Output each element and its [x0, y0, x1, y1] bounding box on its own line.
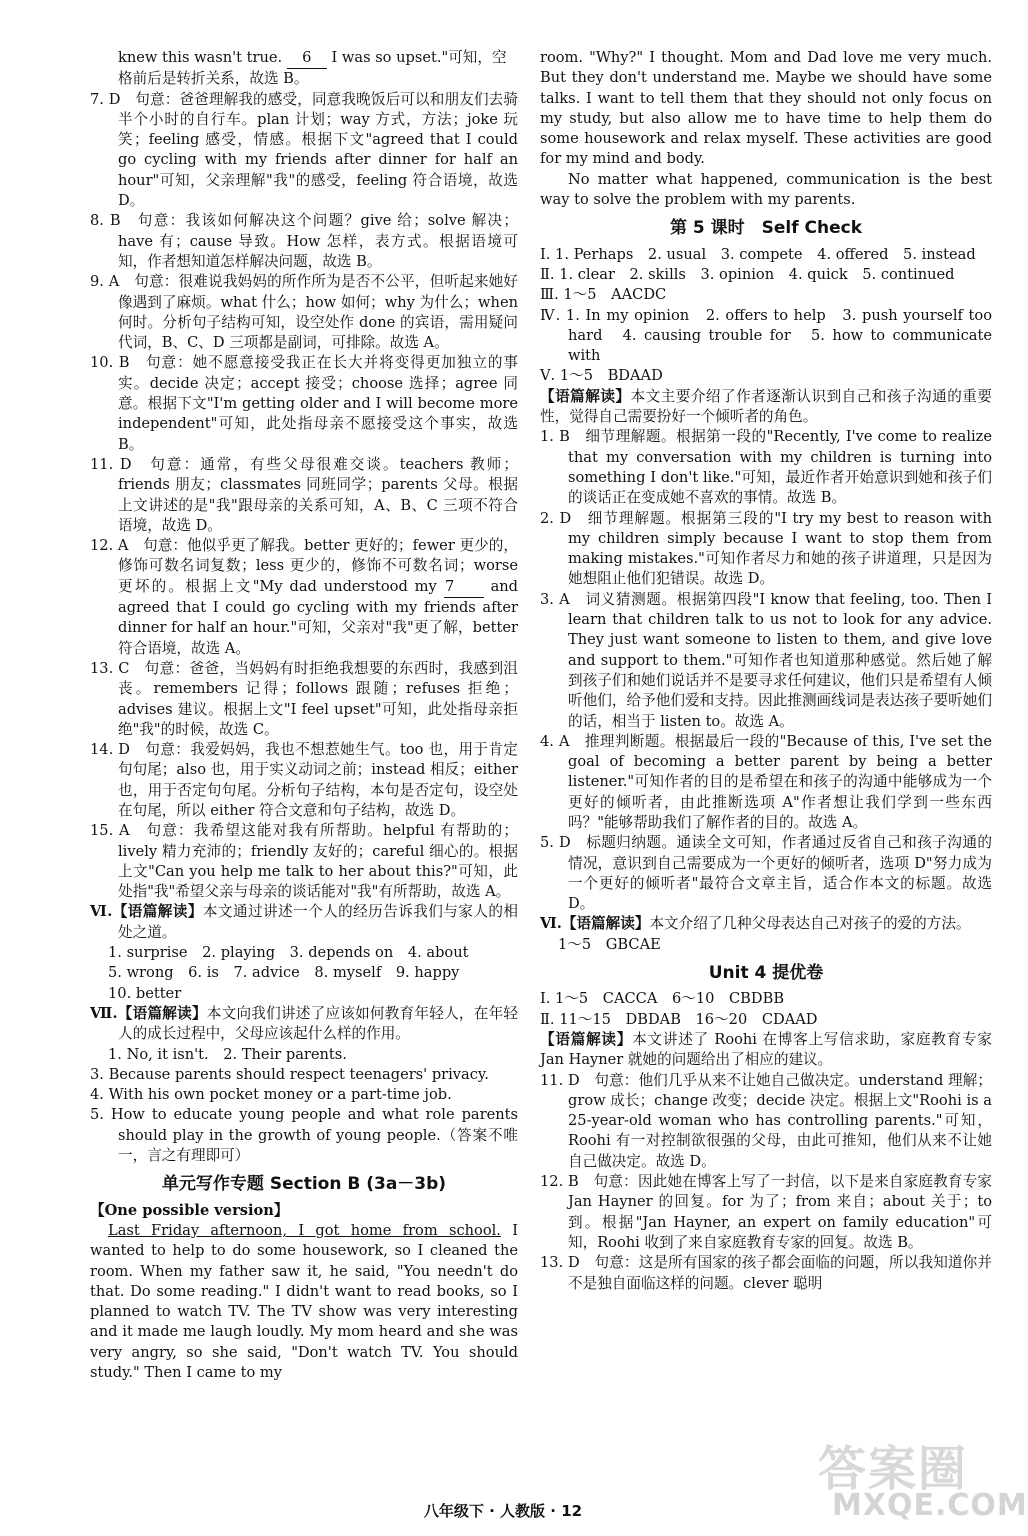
- answer-line: Ⅴ. 1～5 BDAAD: [540, 367, 663, 385]
- answer-line: 5. How to educate young people and what role parents should play in the growth of young people.（答案不唯一，言之有理即可）: [90, 1106, 518, 1165]
- explanation: 2. D 细节理解题。根据第三段的"I try my best to reason with my children simply because I want to stop them from making mistakes."可知作者尽力和她的孩子讲道理，只是因为她想阻止他们犯错误。故选 D。: [540, 509, 992, 588]
- section-heading: 单元写作专题 Section B (3a－3b): [161, 1174, 447, 1195]
- essay: Last Friday afternoon, I got home from school. I wanted to help to do some housework, so I cleaned the room. When my father saw it, he said, "You needn't do that. Do some reading." I didn't want to read books, so I planned to watch TV. The TV show was very interesting and it made me laugh loudly. My mom heard and she was very angry, so she said, "Don't watch TV. You should study." Then I came to my: [90, 1221, 518, 1381]
- explanation: 12. B 句意：因此她在博客上写了一封信，以下是来自家庭教育专家 Jan Hayner 的回复。for 为了；from 来自；about 关于；to 到。根据"Jan Hayner, an expert on family education"可知，Roohi 收到了来自家庭教育专家的回复。故选 B。: [540, 1173, 992, 1251]
- explanation-8: 8. B 句意：我该如何解决这个问题？give 给；solve 解决；have 有；cause 导致。How 怎样，表方式。根据语境可知，作者想知道怎样解决问题，故选 B。: [90, 212, 518, 270]
- explanation-10: 10. B 句意：她不愿意接受我正在长大并将变得更加独立的事实。decide 决定；accept 接受；choose 选择；agree 同意。根据下文"I'm getting older and I will become more independent"可知，此处指母亲不愿接受这个事实，故选 B。: [90, 354, 518, 453]
- blank: 6: [287, 48, 327, 69]
- left-column: [90, 48, 518, 1383]
- answer-line: 10. better: [108, 984, 182, 1002]
- explanation: 13. D 句意：这是所有国家的孩子都会面临的问题，所以我知道你并不是独自面临这样的问题。clever 聪明: [540, 1254, 992, 1292]
- watermark-text: 答案圈: [818, 1441, 969, 1497]
- watermark-url: MXQE.COM: [832, 1488, 1028, 1523]
- passage-note: 【语篇解读】本文主要介绍了作者逐渐认识到自己和孩子沟通的重要性，觉得自己需要扮好一个倾听者的角色。: [540, 387, 992, 426]
- answer-line: 1. No, it isn't. 2. Their parents.: [108, 1045, 347, 1063]
- explanation-12: 12. A 句意：他似乎更了解我。better 更好的；fewer 更少的，修饰可数名词复数；less 更少的，修饰不可数名词；worse 更坏的。根据上文"My dad understood my 7 and agreed that I could go cycling with my friends after dinner for half an hour."可知，父亲对"我"更了解，better 符合语境，故选 A。: [90, 537, 519, 657]
- explanation: 3. A 词义猜测题。根据第四段"I know that feeling, too. Then I learn that children talk to us not to look for any advice. They just want someone to listen to them, and give love and support to them."可知作者也知道那种感觉。然后她了解到孩子们和她们说话并不是要寻求任何建议，他们只是希望有人倾听他们，给予他们爱和支持。因此推测画线词是表达孩子要听她们的话，相当于 listen to。故选 A。: [540, 590, 992, 730]
- answer-line: 1. surprise 2. playing 3. depends on 4. about: [108, 944, 469, 962]
- right-column: [540, 48, 992, 1294]
- answer-line: Ⅳ. 1. In my opinion 2. offers to help 3. push yourself too hard 4. causing trouble for 5. how to communicate with: [540, 306, 992, 365]
- explanation: 5. D 标题归纳题。通读全文可知，作者通过反省自己和孩子沟通的情况，意识到自己需要成为一个更好的倾听者，选项 D"努力成为一个更好的倾听者"最符合文章主旨，适合作本文的标题。故选 D。: [540, 834, 992, 913]
- answer-line: 4. With his own pocket money or a part-time job.: [90, 1086, 452, 1104]
- watermark-logo: [818, 1430, 1028, 1530]
- explanation: 4. A 推理判断题。根据最后一段的"Because of this, I've set the goal of becoming a better parent by being a better listener."可知作者的目的是希望在和孩子的沟通中能够成为一个更好的倾听者，由此推断选项 A"作者想让我们学到一些东西吗？"能够帮助我们了解作者的目的。故选 A。: [540, 732, 992, 831]
- explanation-11: 11. D 句意：通常，有些父母很难交谈。teachers 教师；friends 朋友；classmates 同班同学；parents 父母。根据上文讲述的是"我"跟母亲的关系可知，A、B、C 三项不符合语境，故选 D。: [90, 455, 518, 534]
- explanation-7: 7. D 句意：爸爸理解我的感受，同意我晚饭后可以和朋友们去骑半个小时的自行车。plan 计划；way 方式，方法；joke 玩笑；feeling 感受，情感。根据下文"agreed that I could go cycling with my friends after dinner for half an hour"可知，父亲理解"我"的感受，feeling 符合语境，故选 D。: [90, 90, 518, 210]
- explanation-13: 13. C 句意：爸爸，当妈妈有时拒绝我想要的东西时，我感到沮丧。remembers 记得；follows 跟随；refuses 拒绝；advises 建议。根据上文"I feel upset"可知，此处指母亲拒绝"我"的时候，故选 C。: [90, 659, 518, 738]
- version-label: 【One possible version】: [90, 1201, 289, 1219]
- passage-note: 【语篇解读】本文讲述了 Roohi 在博客上写信求助，家庭教育专家 Jan Hayner 就她的问题给出了相应的建议。: [540, 1030, 992, 1069]
- answer-line: Ⅰ. 1. Perhaps 2. usual 3. compete 4. offered 5. instead: [540, 245, 976, 263]
- answer-line: 1～5 GBCAE: [558, 935, 661, 953]
- explanation: 1. B 细节理解题。根据第一段的"Recently, I've come to realize that my conversation with my children is turning into something I don't like."可知，最近作者开始意识到她和孩子们的谈话正在变成她不喜欢的事情。故选 B。: [540, 428, 992, 507]
- answer-line: 5. wrong 6. is 7. advice 8. myself 9. happy: [108, 964, 460, 982]
- section-vii: Ⅶ.【语篇解读】本文向我们讲述了应该如何教育年轻人，在年轻人的成长过程中，父母应该起什么样的作用。: [90, 1004, 518, 1043]
- answer-line: Ⅱ. 11～15 DBDAB 16～20 CDAAD: [540, 1010, 818, 1028]
- answer-line: 3. Because parents should respect teenagers' privacy.: [90, 1065, 489, 1083]
- section-heading: Unit 4 提优卷: [708, 963, 824, 984]
- essay: No matter what happened, communication is the best way to solve the problem with my parents.: [540, 170, 992, 209]
- answer-line: Ⅲ. 1～5 AACDC: [540, 286, 667, 304]
- explanation-14: 14. D 句意：我爱妈妈，我也不想惹她生气。too 也，用于肯定句句尾；also 也，用于实义动词之前；instead 相反；either 也，用于否定句句尾。分析句子结构，本句是否定句，设空处在句尾，所以 either 符合文意和句子结构，故选 D。: [90, 741, 518, 819]
- section-vi: Ⅵ.【语篇解读】本文介绍了几种父母表达自己对孩子的爱的方法。: [540, 915, 971, 933]
- section-vi: Ⅵ.【语篇解读】本文通过讲述一个人的经历告诉我们与家人的相处之道。: [90, 903, 518, 941]
- answer-line: Ⅱ. 1. clear 2. skills 3. opinion 4. quick 5. continued: [540, 265, 955, 283]
- explanation-9: 9. A 句意：很难说我妈妈的所作所为是否不公平，但听起来她好像遇到了麻烦。what 什么；how 如何；why 为什么；when 何时。分析句子结构可知，设空处作 done 的宾语，需用疑问代词，B、C、D 三项都是副词，可排除。故选 A。: [90, 273, 518, 352]
- explanation-15: 15. A 句意：我希望这能对我有所帮助。helpful 有帮助的；lively 精力充沛的；friendly 友好的；careful 细心的。根据上文"Can you help me talk to her about this?"可知，此处指"我"希望父亲与母亲的谈话能对"我"有所帮助，故选 A。: [90, 822, 518, 901]
- blank: 7: [444, 577, 484, 598]
- explanation: 11. D 句意：他们几乎从来不让她自己做决定。understand 理解；grow 成长；change 改变；decide 决定。根据上文"Roohi is a 25-year-old woman who has controlling parents."可知，Roohi 有一对控制欲很强的父母，由此可推知，他们从来不让她自己做决定。故选 D。: [540, 1071, 992, 1170]
- page-footer: 八年级下 · 人教版 · 12: [423, 1502, 583, 1520]
- essay: room. "Why?" I thought. Mom and Dad love me very much. But they don't understand me. Maybe we should have some talks. I want to tell them that they should not only focus on my study, but also allow me to have time to help them do some housework and relax myself. These activities are good for my mind and body.: [540, 49, 992, 168]
- answer-line: 格前后是转折关系，故选 B。: [118, 70, 309, 88]
- answer-line: Ⅰ. 1～5 CACCA 6～10 CBDBB: [540, 990, 785, 1008]
- answer-line: knew this wasn't true. 6 I was so upset."可知，空: [90, 48, 518, 69]
- section-heading: 第 5 课时 Self Check: [669, 218, 863, 239]
